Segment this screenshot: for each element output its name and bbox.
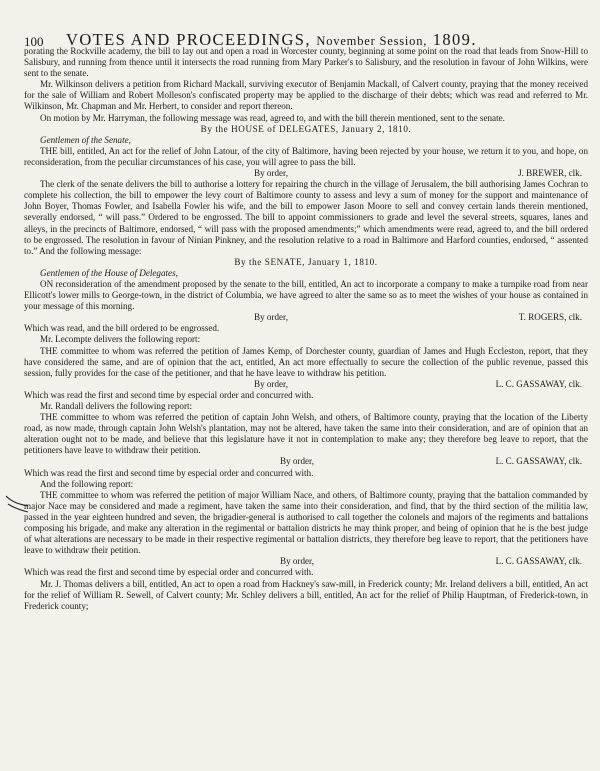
- paragraph: Which was read the first and second time by especial order and concurred with.: [24, 389, 314, 400]
- running-head-session: November Session,: [316, 34, 428, 48]
- by-order-label: By order,: [280, 556, 314, 567]
- paragraph: THE committee to whom was referred the petition of captain John Welsh, and others, of Baltimore county, praying that the location of the Liberty road, as now made, through captain John Welsh's plantation, may not be altered, have taken the same into their consideration, and are of opinion that an alteration ought not to be made, and believe that this legislature have it not in contemplation to make any; they therefore beg leave to report, that the petitioners have leave to withdraw their petition.: [24, 412, 588, 456]
- by-order-label: By order,: [254, 312, 288, 323]
- message-heading: By the HOUSE of DELEGATES, January 2, 1810.: [200, 123, 412, 134]
- paragraph: And the following report:: [40, 478, 134, 489]
- signature-line: [24, 556, 588, 567]
- by-order-label: By order,: [254, 378, 288, 389]
- paragraph: The clerk of the senate delivers the bill to authorise a lottery for repairing the church in the village of Jerusalem, the bill authorising James Cochran to complete his collection, the bill to empower the levy court of Baltimore county to assess and levy a sum of money for the support and maintenance of John Boyer, Thomas Fowler, and Isabella Fowler his wife, and the bill to empower Jason Moore to sell and convey certain lands therein mentioned, severally endorsed, “ will pass.” Ordered to be engrossed. The bill to appoint commissioners to grade and level the several streets, squares, lanes and alleys, in the precincts of Baltimore, endorsed, “ will pass with the proposed amendments;” which amendments were read, agreed to, and the bill ordered to be engrossed. The resolution in favour of Ninian Pinkney, and the resolution relative to a road in Baltimore and Harford counties, endorsed, “ assented to.” And the following message:: [24, 179, 588, 256]
- running-head-title: VOTES AND PROCEEDINGS,: [66, 30, 311, 49]
- message-heading: By the SENATE, January 1, 1810.: [234, 256, 378, 267]
- paragraph: Which was read, and the bill ordered to be engrossed.: [24, 323, 220, 334]
- paragraph: Mr. J. Thomas delivers a bill, entitled, An act to open a road from Hackney's saw-mill, in Frederick county; Mr. Ireland delivers a bill, entitled, An act for the relief of William R. Sewell, of Calvert county; Mr. Schley delivers a bill, entitled, An act for the relief of Philip Hauptman, of Frederick-town, in Frederick county;: [24, 578, 588, 611]
- clerk-name: L. C. GASSAWAY, clk.: [495, 378, 582, 389]
- clerk-name: J. BREWER, clk.: [518, 168, 582, 179]
- paragraph: Mr. Wilkinson delivers a petition from Richard Mackall, surviving executor of Benjamin Mackall, of Calvert county, praying that the money received for the sale of William and Robert Molleson's confiscated property may be applied to the discharge of their debts; which was read and referred to Mr. Wilkinson, Mr. Chapman and Mr. Herbert, to consider and report thereon.: [24, 79, 588, 112]
- paragraph: On motion by Mr. Harryman, the following message was read, agreed to, and with the bill therein mentioned, sent to the senate.: [40, 112, 505, 123]
- signature-line: [24, 168, 588, 179]
- by-order-label: By order,: [254, 168, 288, 179]
- paragraph: ON reconsideration of the amendment proposed by the senate to the bill, entitled, An act to incorporate a company to make a turnpike road from near Ellicott's lower mills to George-town, in the district of Columbia, we have agreed to alter the same so as to meet the wishes of your house as contained in your message of this morning.: [24, 278, 588, 312]
- clerk-name: L. C. GASSAWAY, clk.: [495, 456, 582, 467]
- paragraph: Mr. Lecompte delivers the following report:: [40, 334, 201, 345]
- running-head: [66, 30, 477, 50]
- page-number: 100: [24, 34, 44, 49]
- signature-line: [24, 379, 588, 390]
- salutation: Gentlemen of the Senate,: [40, 134, 131, 145]
- salutation: Gentlemen of the House of Delegates,: [40, 267, 178, 278]
- clerk-name: L. C. GASSAWAY, clk.: [495, 556, 582, 567]
- paragraph: Mr. Randall delivers the following report:: [40, 401, 193, 411]
- paragraph: THE committee to whom was referred the petition of James Kemp, of Dorchester county, guardian of James and Hugh Eccleston, report, that they have considered the same, and are of opinion that the act, entitled, An act more effectually to secure the collection of the public revenue, passed this session, fully provides for the case of the petitioner, and that he have leave to withdraw his petition.: [24, 345, 588, 378]
- paragraph: porating the Rockville academy, the bill to lay out and open a road in Worcester county, beginning at some point on the road that leads from Snow-Hill to Salisbury, and running from thence until it intersects the road running from Mary Parker's to Salisbury, and the resolution in favour of John Wilkins, were sent to the senate.: [24, 46, 588, 79]
- paragraph: THE bill, entitled, An act for the relief of John Latour, of the city of Baltimore, having been rejected by your house, we return it to you, and hope, on reconsideration, from the peculiar circumstances of his case, you will agree to pass the bill.: [24, 145, 588, 167]
- clerk-name: T. ROGERS, clk.: [518, 312, 582, 323]
- running-head-year: 1809.: [432, 30, 477, 49]
- document-body: [24, 46, 588, 612]
- paragraph: THE committee to whom was referred the petition of major William Nace, and others, of Baltimore county, praying that the battalion commanded by major Nace may be considered and made a regiment, have taken the same into their consideration, and find, that by the third section of the militia law, passed in the year eighteen hundred and seven, the brigadier-general is authorised to call together the colonels and majors of the regiments and battalions composing his brigade, and make any alteration in the regimental or battalion districts he may think proper, and being of opinion that he is the best judge of what alterations are necessary to be made in their respective regimental or battalion districts, they therefore beg leave to report, that the petitioners have leave to withdraw their petition.: [24, 489, 588, 556]
- running-header: [24, 18, 588, 49]
- signature-line: [24, 456, 588, 467]
- paragraph: Which was read the first and second time by especial order and concurred with.: [24, 467, 314, 478]
- paragraph: Which was read the first and second time by especial order and concurred with.: [24, 567, 314, 578]
- by-order-label: By order,: [280, 456, 314, 467]
- handwritten-mark-icon: [4, 492, 30, 514]
- signature-line: [24, 312, 588, 323]
